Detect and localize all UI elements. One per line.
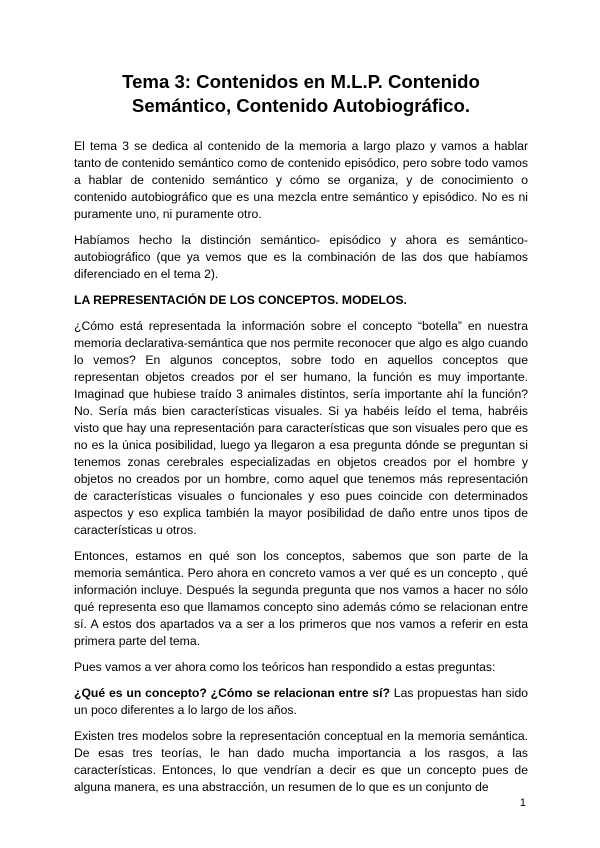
intro-paragraph-2: Habíamos hecho la distinción semántico- episódico y ahora es semántico-autobiográfico (que ya vemos que es la combinación de las dos que habíamos diferenciado en el tema 2). xyxy=(74,233,528,281)
section-paragraph-1: ¿Cómo está representada la información sobre el concepto “botella” en nuestra memoria declarativa-semántica que nos permite reconocer que algo es algo cuando lo vemos? En algunos conceptos, sobre todo en aquellos conceptos que representan objetos creados por el ser humano, la función es muy importante. Imaginad que hubiese traído 3 animales distintos, sería importante ahí la función? No. Sería más bien características visuales. Si ya habéis leído el tema, habréis visto que hay una representación para características que son visuales pero que es no es la única posibilidad, luego ya llegaron a esa pregunta dónde se preguntan si tenemos zonas cerebrales especializadas en objetos creados por el hombre y objetos no creados por un hombre, como aquel que tenemos más representación de características visuales o funcionales y eso pues coincide con determinados aspectos y eso explica también la mayor posibilidad de daño entre unos tipos de características u otros. xyxy=(74,319,528,537)
question-paragraph xyxy=(74,685,528,719)
section-heading: LA REPRESENTACIÓN DE LOS CONCEPTOS. MODELOS. xyxy=(74,293,407,307)
section-paragraph-2: Entonces, estamos en qué son los conceptos, sabemos que son parte de la memoria semántica. Pero ahora en concreto vamos a ver qué es un concepto , qué información incluye. Después la segunda pregunta que nos vamos a hacer no sólo qué representa eso que llamamos concepto sino además cómo se relacionan entre sí. A estos dos apartados va a ser a los primeros que nos vamos a referir en esta primera parte del tema. xyxy=(74,549,528,648)
final-paragraph: Existen tres modelos sobre la representación conceptual en la memoria semántica. De esas tres teorías, le han dado mucha importancia a los rasgos, a las características. Entonces, lo que vendrían a decir es que un concepto pues de alguna manera, es una abstracción, un resumen de lo que es un conjunto de xyxy=(74,729,528,794)
intro-paragraph-1: El tema 3 se dedica al contenido de la memoria a largo plazo y vamos a hablar tanto de contenido semántico como de contenido episódico, pero sobre todo vamos a hablar de contenido semántico y cómo se organiza, y de conocimiento o contenido autobiográfico que es una mezcla entre semántico y episódico. No es ni puramente uno, ni puramente otro. xyxy=(74,139,528,221)
question-bold: ¿Qué es un concepto? ¿Cómo se relacionan entre sí? xyxy=(74,686,390,700)
section-paragraph-3: Pues vamos a ver ahora como los teóricos han respondido a estas preguntas: xyxy=(74,660,496,674)
page-number: 1 xyxy=(519,797,526,809)
question-rest: Las propuestas han sido un poco diferentes a lo largo de los años. xyxy=(74,686,528,717)
document-title: Tema 3: Contenidos en M.L.P. Contenido Semántico, Contenido Autobiográfico. xyxy=(122,71,480,116)
